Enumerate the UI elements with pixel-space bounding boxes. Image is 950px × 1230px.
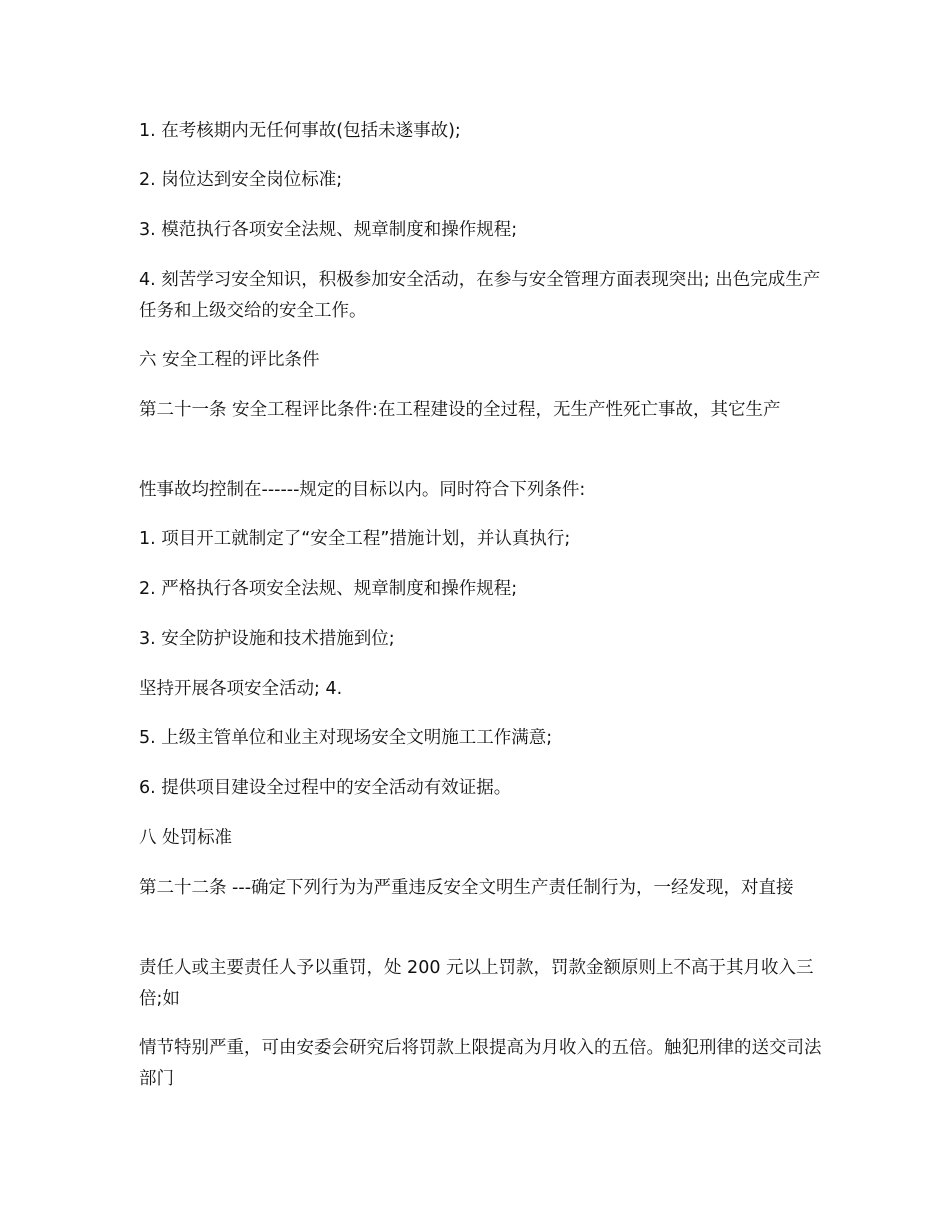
condition-item-5: 5. 上级主管单位和业主对现场安全文明施工工作满意; bbox=[139, 728, 553, 748]
condition-item-3: 3. 安全防护设施和技术措施到位; bbox=[139, 629, 395, 649]
condition-item-4: 坚持开展各项安全活动; 4. bbox=[139, 679, 343, 699]
paragraph-item-4: 4. 刻苦学习安全知识，积极参加安全活动，在参与安全管理方面表现突出; 出色完成生产任务和上级交给的安全工作。 bbox=[139, 270, 821, 321]
paragraph-item-2: 2. 岗位达到安全岗位标准; bbox=[139, 170, 343, 190]
section-heading-penalty: 八 处罚标准 bbox=[139, 828, 233, 848]
section-heading-safety-project: 六 安全工程的评比条件 bbox=[139, 350, 320, 370]
condition-item-6: 6. 提供项目建设全过程中的安全活动有效证据。 bbox=[139, 778, 512, 798]
paragraph-item-3: 3. 模范执行各项安全法规、规章制度和操作规程; bbox=[139, 220, 518, 240]
article-22-text: 第二十二条 ---确定下列行为为严重违反安全文明生产责任制行为，一经发现，对直接 bbox=[139, 878, 794, 898]
article-22-continued-1: 责任人或主要责任人予以重罚，处 200 元以上罚款，罚款金额原则上不高于其月收入三倍;如 bbox=[139, 958, 814, 1009]
condition-item-2: 2. 严格执行各项安全法规、规章制度和操作规程; bbox=[139, 579, 518, 599]
article-22-continued-2: 情节特别严重，可由安委会研究后将罚款上限提高为月收入的五倍。触犯刑律的送交司法部门 bbox=[139, 1038, 822, 1089]
article-21-continued: 性事故均控制在------规定的目标以内。同时符合下列条件: bbox=[139, 480, 586, 500]
article-21-text: 第二十一条 安全工程评比条件:在工程建设的全过程，无生产性死亡事故，其它生产 bbox=[139, 400, 781, 420]
condition-item-1: 1. 项目开工就制定了“安全工程”措施计划，并认真执行; bbox=[139, 529, 571, 549]
paragraph-item-1: 1. 在考核期内无任何事故(包括未遂事故); bbox=[139, 121, 461, 141]
